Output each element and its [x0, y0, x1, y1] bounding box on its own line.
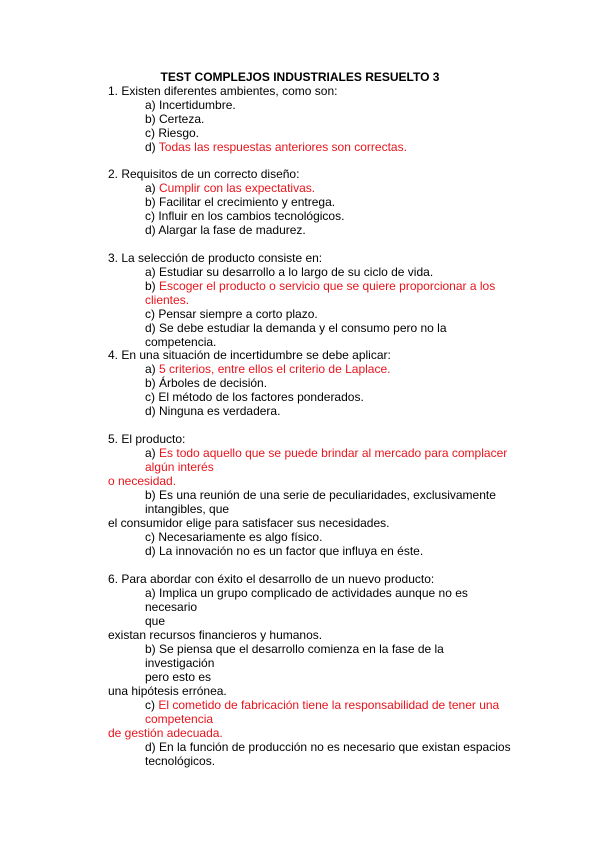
- correct-answer: Cumplir con las expectativas.: [159, 181, 316, 195]
- options-list: [108, 446, 515, 558]
- question-text: 2. Requisitos de un correcto diseño:: [108, 167, 300, 181]
- option-prefix: a): [145, 446, 160, 460]
- option-line2: pero esto es: [145, 670, 212, 684]
- option-d: d) Ninguna es verdadera.: [145, 404, 281, 418]
- option-c: c) Necesariamente es algo físico.: [145, 530, 323, 544]
- option-text: d) En la función de producción no es necesario que existan espacios: [145, 740, 511, 754]
- option-line2: intangibles, que: [145, 502, 230, 516]
- option-d: d) Alargar la fase de madurez.: [145, 223, 306, 237]
- question-4: [108, 348, 578, 418]
- correct-answer-line2: competencia: [145, 712, 214, 726]
- option-b: b) Árboles de decisión.: [145, 376, 268, 390]
- option-prefix: c): [145, 698, 159, 712]
- option-text: a) Implica un grupo complicado de actividades aunque no es necesario: [145, 586, 468, 614]
- option-c: c) El método de los factores ponderados.: [145, 390, 364, 404]
- option-continuation: una hipótesis errónea.: [108, 684, 227, 698]
- question-text: 1. Existen diferentes ambientes, como son:: [108, 84, 338, 98]
- option-d: d) La innovación no es un factor que influya en éste.: [145, 544, 424, 558]
- correct-answer: El cometido de fabricación tiene la responsabilidad de tener una: [158, 698, 500, 712]
- correct-answer: Es todo aquello que se puede brindar al mercado para complacer: [159, 446, 508, 460]
- option-c: c) Riesgo.: [145, 126, 200, 140]
- option-prefix: a): [145, 362, 160, 376]
- options-list: [145, 362, 515, 418]
- option-d: d) Se debe estudiar la demanda y el consumo pero no la competencia.: [145, 321, 447, 349]
- option-b: [145, 642, 515, 684]
- option-b-correct: [145, 279, 515, 307]
- options-list: [145, 181, 515, 237]
- correct-answer: Escoger el producto o servicio que se quiere proporcionar a los: [159, 279, 496, 293]
- option-prefix: b): [145, 279, 160, 293]
- document-title: TEST COMPLEJOS INDUSTRIALES RESUELTO 3: [160, 70, 440, 84]
- options-list: [108, 586, 515, 768]
- option-a: a) Estudiar su desarrollo a lo largo de su ciclo de vida.: [145, 265, 434, 279]
- option-a-correct: [145, 362, 515, 376]
- question-text: 6. Para abordar con éxito el desarrollo de un nuevo producto:: [108, 572, 435, 586]
- option-c: c) Pensar siempre a corto plazo.: [145, 307, 318, 321]
- option-c-correct: [145, 698, 515, 726]
- question-6: [108, 572, 578, 768]
- correct-answer-continuation: de gestión adecuada.: [108, 726, 223, 740]
- options-list: [145, 98, 515, 154]
- option-prefix: d): [145, 140, 159, 154]
- correct-answer: 5 criterios, entre ellos el criterio de Laplace.: [159, 362, 391, 376]
- question-text: 4. En una situación de incertidumbre se debe aplicar:: [108, 348, 391, 362]
- option-continuation: existan recursos financieros y humanos.: [108, 628, 323, 642]
- question-5: [108, 432, 578, 558]
- option-d: [145, 740, 515, 768]
- option-a: [145, 586, 515, 628]
- correct-answer-continuation: clientes.: [145, 293, 190, 307]
- option-line2: tecnológicos.: [145, 754, 216, 768]
- correct-answer-continuation: o necesidad.: [108, 474, 177, 488]
- option-prefix: a): [145, 181, 160, 195]
- question-2: [108, 167, 578, 237]
- option-b: b) Certeza.: [145, 112, 205, 126]
- question-3: [108, 251, 578, 349]
- question-text: 5. El producto:: [108, 432, 186, 446]
- question-text: 3. La selección de producto consiste en:: [108, 251, 323, 265]
- option-b: b) Facilitar el crecimiento y entrega.: [145, 195, 336, 209]
- option-line2: que: [145, 614, 166, 628]
- option-text: b) Se piensa que el desarrollo comienza en la fase de la investigación: [145, 642, 444, 670]
- correct-answer-line2: algún interés: [145, 460, 214, 474]
- option-c: c) Influir en los cambios tecnológicos.: [145, 209, 345, 223]
- option-a-correct: [145, 446, 515, 474]
- option-a: a) Incertidumbre.: [145, 98, 236, 112]
- option-text: b) Es una reunión de una serie de peculiaridades, exclusivamente: [145, 488, 496, 502]
- option-a-correct: [145, 181, 515, 195]
- options-list: [145, 265, 515, 349]
- correct-answer: Todas las respuestas anteriores son correctas.: [158, 140, 407, 154]
- option-continuation: el consumidor elige para satisfacer sus necesidades.: [108, 516, 390, 530]
- option-d-correct: [145, 140, 515, 154]
- question-1: [108, 84, 578, 154]
- option-b: [145, 488, 515, 516]
